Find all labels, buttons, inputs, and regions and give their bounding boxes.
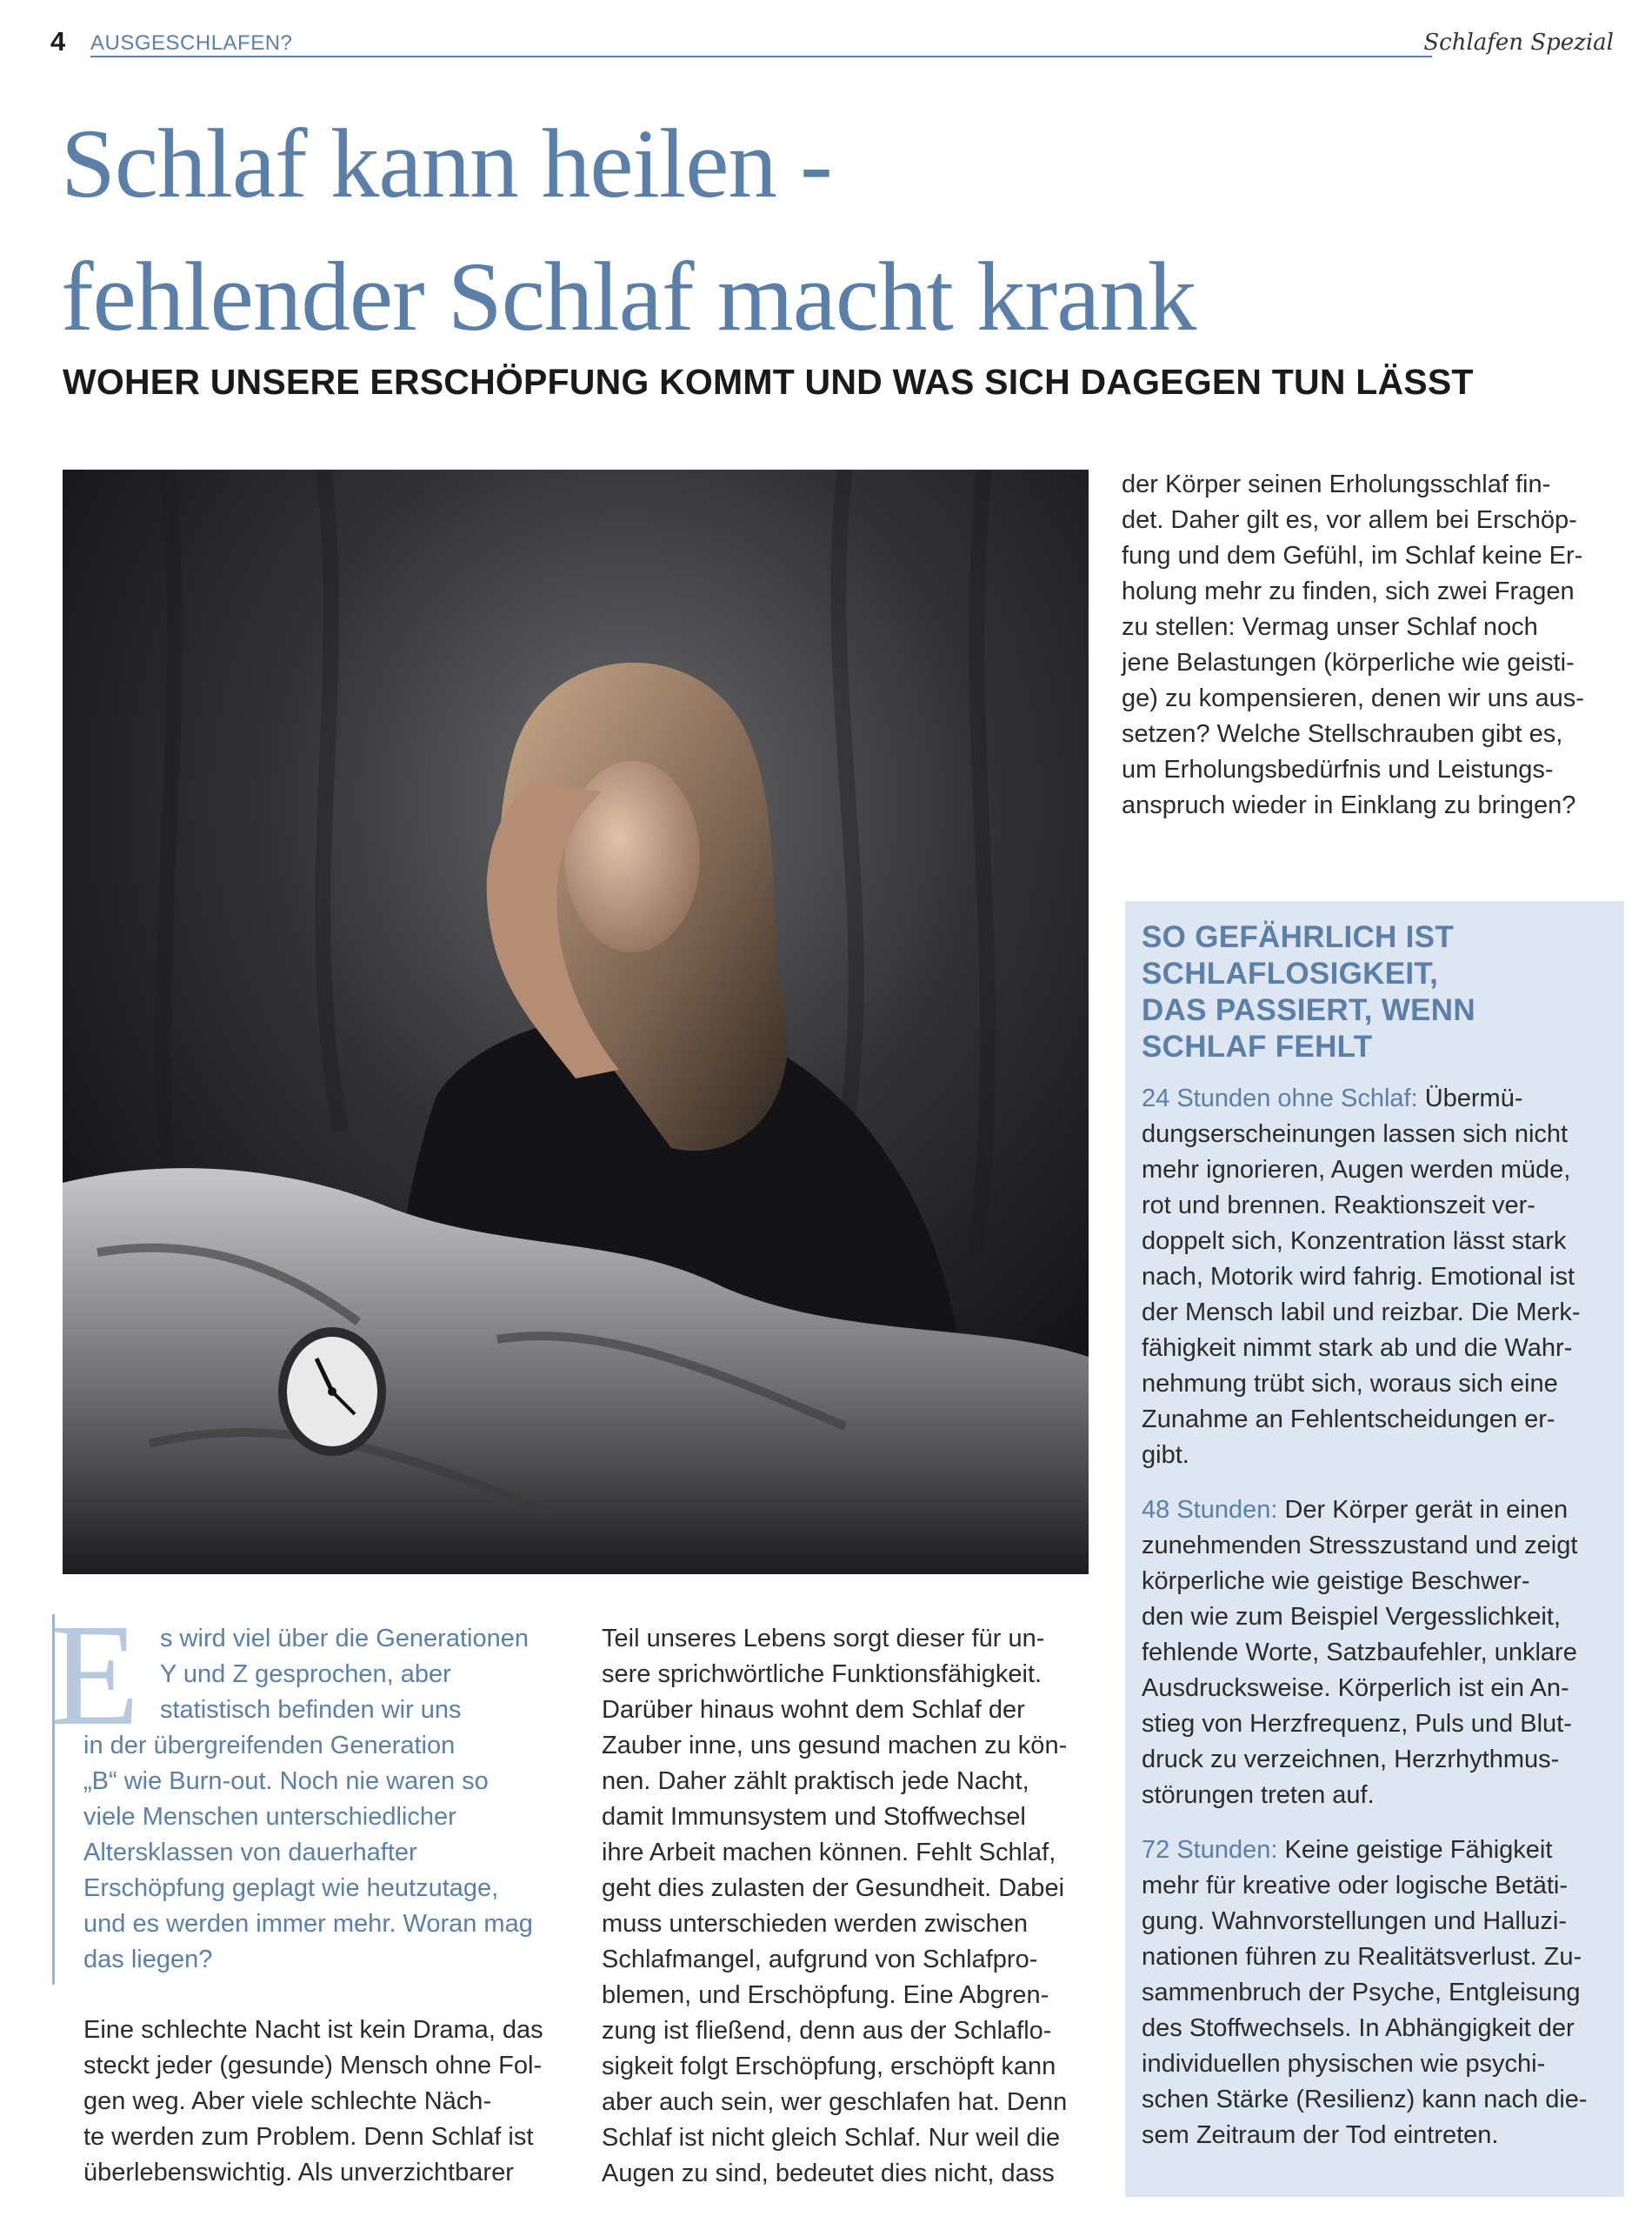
article-column-1 [83,1621,543,2191]
text-line: rot und brennen. Reaktionszeit ver- [1142,1192,1535,1219]
intro-line: s wird viel über die Generationen [160,1625,529,1652]
drop-cap: E [50,1594,140,1756]
text-line: jene Belastungen (körperliche wie geisti- [1122,649,1575,677]
alarm-clock [278,1327,386,1456]
info-entry-72h-first-line [1142,1832,1588,1868]
text-line: zung ist fließend, denn aus der Schlaflo- [602,2017,1052,2045]
text-line: Schlafmangel, aufgrund von Schlafpro- [602,1946,1038,1973]
info-entry-48h-first-line [1142,1492,1588,1528]
text-line: der Mensch labil und reizbar. Die Merk- [1142,1298,1581,1326]
text-line: Schlaf ist nicht gleich Schlaf. Nur weil die [602,2124,1061,2152]
intro-line: Y und Z gesprochen, aber [160,1660,451,1688]
text-line: des Stoffwechsels. In Abhängigkeit der [1142,2014,1575,2042]
text-line: sere sprichwörtliche Funktionsfähigkeit. [602,1660,1042,1688]
subheadline: WOHER UNSERE ERSCHÖPFUNG KOMMT UND WAS SICH DAGEGEN TUN LÄSST [63,362,1474,402]
page-number: 4 [50,26,66,57]
info-entry-label: 24 Stunden ohne Schlaf: [1142,1085,1418,1112]
text-line: sammenbruch der Psyche, Entgleisung [1142,1979,1581,2006]
text-line: sigkeit folgt Erschöpfung, erschöpft kann [602,2053,1056,2080]
intro-line: und es werden immer mehr. Woran mag [83,1910,533,1938]
text-line: mehr ignorieren, Augen werden müde, [1142,1156,1571,1184]
text-line: Zauber inne, uns gesund machen zu kön- [602,1732,1068,1759]
text-line: überlebenswichtig. Als unverzichtbarer [83,2159,514,2186]
text-line: ge) zu kompensieren, denen wir uns aus- [1122,684,1584,712]
info-entry-text: Keine geistige Fähigkeit [1277,1836,1553,1864]
text-line: sem Zeitraum der Tod eintreten. [1142,2121,1499,2149]
text-line: doppelt sich, Konzentration lässt stark [1142,1227,1567,1255]
text-line: aber auch sein, wer geschlafen hat. Denn [602,2088,1068,2116]
intro-line: in der übergreifenden Generation [83,1732,456,1759]
text-line: zunehmenden Stresszustand und zeigt [1142,1532,1578,1559]
info-box-title-line: SO GEFÄHRLICH IST [1142,920,1454,954]
text-line: Teil unseres Lebens sorgt dieser für un- [602,1625,1045,1652]
text-line: geht dies zulasten der Gesundheit. Dabei [602,1874,1065,1902]
text-line: te werden zum Problem. Denn Schlaf ist [83,2123,534,2151]
text-line: ihre Arbeit machen können. Fehlt Schlaf, [602,1839,1056,1866]
intro-line: Erschöpfung geplagt wie heutzutage, [83,1874,499,1902]
text-line: mehr für kreative oder logische Betäti- [1142,1872,1568,1899]
info-box-title-line: SCHLAF FEHLT [1142,1030,1373,1064]
text-line: dungserscheinungen lassen sich nicht [1142,1120,1569,1148]
header-divider [90,56,1432,57]
text-line: schen Stärke (Resilienz) kann nach die- [1142,2086,1588,2113]
info-entry-label: 48 Stunden: [1142,1496,1278,1524]
info-entry-text: Der Körper gerät in einen [1277,1496,1569,1524]
intro-line: statistisch befinden wir uns [160,1696,462,1724]
text-line: nehmung trübt sich, woraus sich eine [1142,1370,1558,1398]
text-line: nach, Motorik wird fahrig. Emotional ist [1142,1263,1575,1291]
text-line: damit Immunsystem und Stoffwechsel [602,1803,1026,1831]
intro-line: „B“ wie Burn-out. Noch nie waren so [83,1767,489,1795]
section-label: AUSGESCHLAFEN? [90,31,293,55]
info-entry-24h-first-line [1142,1081,1588,1117]
text-line: nen. Daher zählt praktisch jede Nacht, [602,1767,1029,1795]
text-line: Ausdrucksweise. Körperlich ist ein An- [1142,1674,1569,1702]
text-line: Zunahme an Fehlentscheidungen er- [1142,1405,1555,1433]
text-line: Eine schlechte Nacht ist kein Drama, das [83,2016,543,2044]
text-line: den wie zum Beispiel Vergesslichkeit, [1142,1603,1561,1631]
text-line: Augen zu sind, bedeutet dies nicht, dass [602,2160,1055,2187]
text-line: holung mehr zu finden, sich zwei Fragen [1122,577,1575,605]
text-line: der Körper seinen Erholungsschlaf fin- [1122,471,1551,498]
text-line: körperliche wie geistige Beschwer- [1142,1567,1530,1595]
intro-line: das liegen? [83,1946,213,1973]
info-box-body [1142,1081,1588,2153]
info-entry-label: 72 Stunden: [1142,1836,1278,1864]
headline-line-1: Schlaf kann heilen - [61,110,832,218]
article-photo [63,470,1089,1574]
text-line: individuellen physischen wie psychi- [1142,2050,1546,2078]
text-line: um Erholungsbedürfnis und Leistungs- [1122,756,1554,784]
text-line: störungen treten auf. [1142,1781,1375,1809]
text-line: blemen, und Erschöpfung. Eine Abgren- [602,1981,1049,2009]
info-box-title-line: SCHLAFLOSIGKEIT, [1142,957,1439,991]
text-line: steckt jeder (gesunde) Mensch ohne Fol- [83,2052,543,2079]
text-line: gen weg. Aber viele schlechte Näch- [83,2087,492,2115]
text-line: druck zu verzeichnen, Herzrhythmus- [1142,1746,1560,1773]
text-line: gibt. [1142,1441,1189,1469]
info-box-title-line: DAS PASSIERT, WENN [1142,993,1475,1027]
intro-line: Altersklassen von dauerhafter [83,1839,417,1866]
info-entry-text: Übermü- [1417,1085,1523,1112]
text-line: nationen führen zu Realitätsverlust. Zu- [1142,1943,1582,1971]
text-line: muss unterschieden werden zwischen [602,1910,1029,1938]
text-line: anspruch wieder in Einklang zu bringen? [1122,791,1576,819]
text-line: Darüber hinaus wohnt dem Schlaf der [602,1696,1025,1724]
text-line: det. Daher gilt es, vor allem bei Erschöp- [1122,506,1577,534]
magazine-brand: Schlafen Spezial [1423,30,1614,56]
text-line: zu stellen: Vermag unser Schlaf noch [1122,613,1538,641]
text-line: fehlende Worte, Satzbaufehler, unklare [1142,1639,1577,1666]
text-line: stieg von Herzfrequenz, Puls und Blut- [1142,1710,1572,1738]
text-line: fung und dem Gefühl, im Schlaf keine Er- [1122,542,1583,570]
text-line: fähigkeit nimmt stark ab und die Wahr- [1142,1334,1573,1362]
article-column-2 [602,1621,1067,2192]
text-line: setzen? Welche Stellschrauben gibt es, [1122,720,1563,748]
intro-line: viele Menschen unterschiedlicher [83,1803,456,1831]
text-line: gung. Wahnvorstellungen und Halluzi- [1142,1907,1567,1935]
info-box-title [1142,919,1475,1065]
article-column-3 [1122,467,1584,824]
headline-line-2: fehlender Schlaf macht krank [61,243,1196,351]
